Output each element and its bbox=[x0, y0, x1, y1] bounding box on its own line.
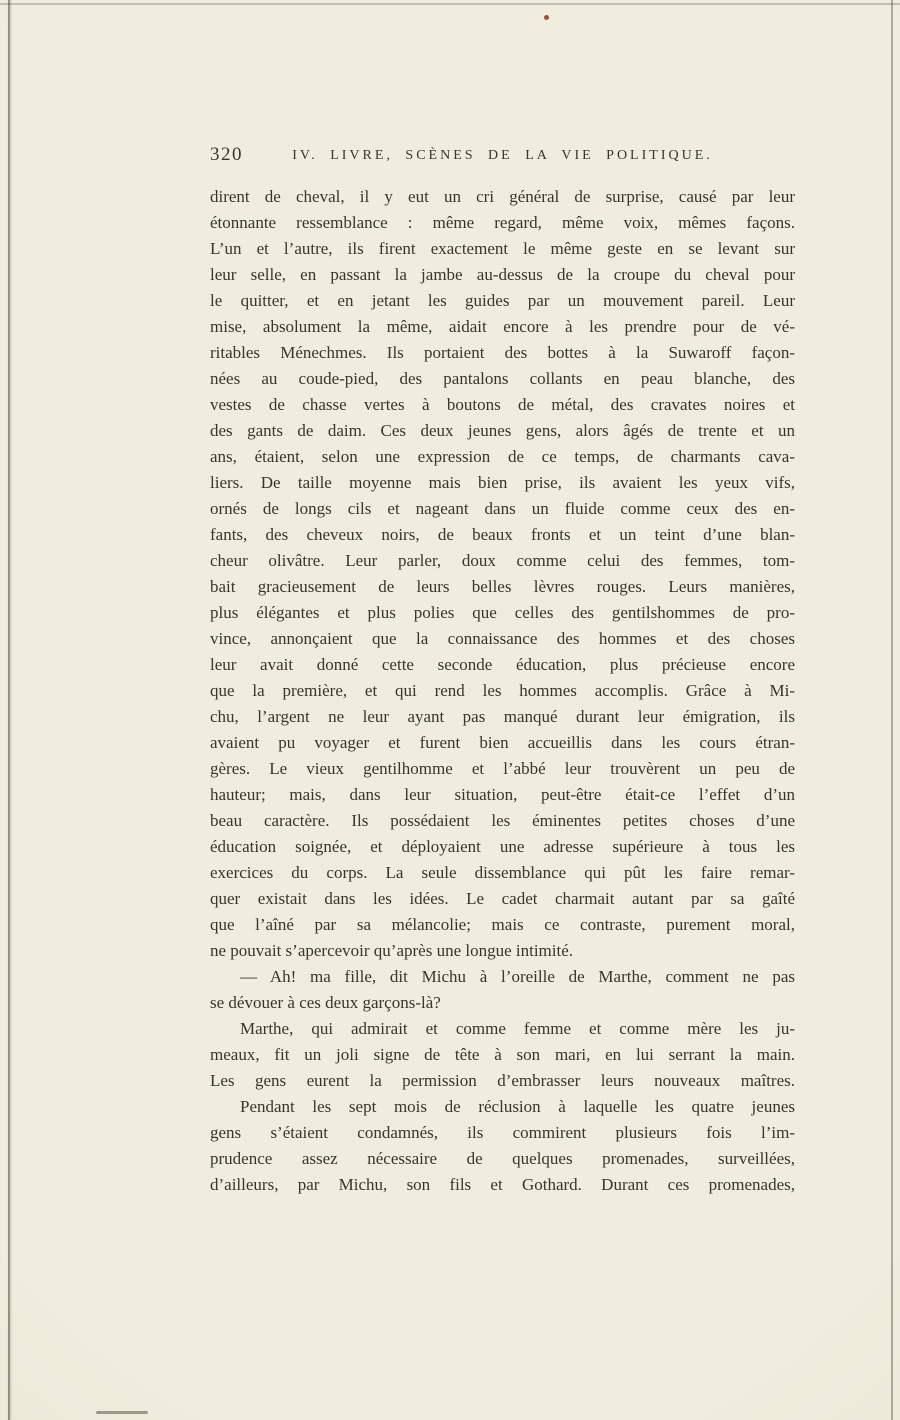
text-line: meaux, fit un joli signe de tête à son mari, en lui serrant la main. bbox=[210, 1045, 795, 1064]
text-line: le quitter, et en jetant les guides par un mouvement pareil. Leur bbox=[210, 291, 795, 310]
text-line: se dévouer à ces deux garçons-là? bbox=[210, 993, 441, 1012]
running-title: IV. LIVRE, SCÈNES DE LA VIE POLITIQUE. bbox=[292, 148, 713, 163]
scan-edge-bottom bbox=[96, 1411, 148, 1414]
text-line: étonnante ressemblance : même regard, même voix, mêmes façons. bbox=[210, 213, 795, 232]
text-line: dirent de cheval, il y eut un cri général de surprise, causé par leur bbox=[210, 187, 795, 206]
text-line: prudence assez nécessaire de quelques promenades, surveillées, bbox=[210, 1149, 795, 1168]
page-header bbox=[210, 144, 795, 170]
text-line: Les gens eurent la permission d’embrasser leurs nouveaux maîtres. bbox=[210, 1071, 795, 1090]
scan-edge-right bbox=[891, 0, 893, 1420]
text-line: vestes de chasse vertes à boutons de métal, des cravates noires et bbox=[210, 395, 795, 414]
text-line: avaient pu voyager et furent bien accueillis dans les cours étran- bbox=[210, 733, 795, 752]
page-content bbox=[210, 144, 795, 1198]
text-line: bait gracieusement de leurs belles lèvres rouges. Leurs manières, bbox=[210, 577, 795, 596]
text-line: leur avait donné cette seconde éducation, plus précieuse encore bbox=[210, 655, 795, 674]
text-line: fants, des cheveux noirs, de beaux fronts et un teint d’une blan- bbox=[210, 525, 795, 544]
text-line: L’un et l’autre, ils firent exactement le même geste en se levant sur bbox=[210, 239, 795, 258]
scan-edge-top bbox=[0, 3, 900, 5]
text-line: — Ah! ma fille, dit Michu à l’oreille de Marthe, comment ne pas bbox=[240, 967, 795, 986]
text-line: gens s’étaient condamnés, ils commirent plusieurs fois l’im- bbox=[210, 1123, 795, 1142]
body-text bbox=[210, 184, 795, 1198]
text-line: que l’aîné par sa mélancolie; mais ce contraste, purement moral, bbox=[210, 915, 795, 934]
text-line: chu, l’argent ne leur ayant pas manqué durant leur émigration, ils bbox=[210, 707, 795, 726]
text-line: quer existait dans les idées. Le cadet charmait autant par sa gaîté bbox=[210, 889, 795, 908]
text-line: que la première, et qui rend les hommes accomplis. Grâce à Mi- bbox=[210, 681, 795, 700]
text-line: Pendant les sept mois de réclusion à laquelle les quatre jeunes bbox=[240, 1097, 795, 1116]
scan-speck-red bbox=[544, 15, 549, 20]
text-line: leur selle, en passant la jambe au-dessus de la croupe du cheval pour bbox=[210, 265, 795, 284]
text-line: plus élégantes et plus polies que celles des gentilshommes de pro- bbox=[210, 603, 795, 622]
text-line: ritables Ménechmes. Ils portaient des bottes à la Suwaroff façon- bbox=[210, 343, 795, 362]
text-line: beau caractère. Ils possédaient les éminentes petites choses d’une bbox=[210, 811, 795, 830]
text-line: vince, annonçaient que la connaissance des hommes et des choses bbox=[210, 629, 795, 648]
text-line: des gants de daim. Ces deux jeunes gens, alors âgés de trente et un bbox=[210, 421, 795, 440]
text-line: éducation soignée, et déployaient une adresse supérieure à tous les bbox=[210, 837, 795, 856]
scan-edge-left bbox=[8, 0, 10, 1420]
text-line: d’ailleurs, par Michu, son fils et Gothard. Durant ces promenades, bbox=[210, 1175, 795, 1194]
text-line: cheur olivâtre. Leur parler, doux comme celui des femmes, tom- bbox=[210, 551, 795, 570]
text-line: ans, étaient, selon une expression de ce temps, de charmants cava- bbox=[210, 447, 795, 466]
text-line: hauteur; mais, dans leur situation, peut-être était-ce l’effet d’un bbox=[210, 785, 795, 804]
text-line: Marthe, qui admirait et comme femme et comme mère les ju- bbox=[240, 1019, 795, 1038]
text-line: mise, absolument la même, aidait encore à les prendre pour de vé- bbox=[210, 317, 795, 336]
text-line: gères. Le vieux gentilhomme et l’abbé leur trouvèrent un peu de bbox=[210, 759, 795, 778]
page-number: 320 bbox=[210, 144, 243, 165]
text-line: ornés de longs cils et nageant dans un fluide comme ceux des en- bbox=[210, 499, 795, 518]
text-line: nées au coude-pied, des pantalons collants en peau blanche, des bbox=[210, 369, 795, 388]
text-line: ne pouvait s’apercevoir qu’après une longue intimité. bbox=[210, 941, 574, 960]
text-line: liers. De taille moyenne mais bien prise, ils avaient les yeux vifs, bbox=[210, 473, 795, 492]
text-line: exercices du corps. La seule dissemblance qui pût les faire remar- bbox=[210, 863, 795, 882]
